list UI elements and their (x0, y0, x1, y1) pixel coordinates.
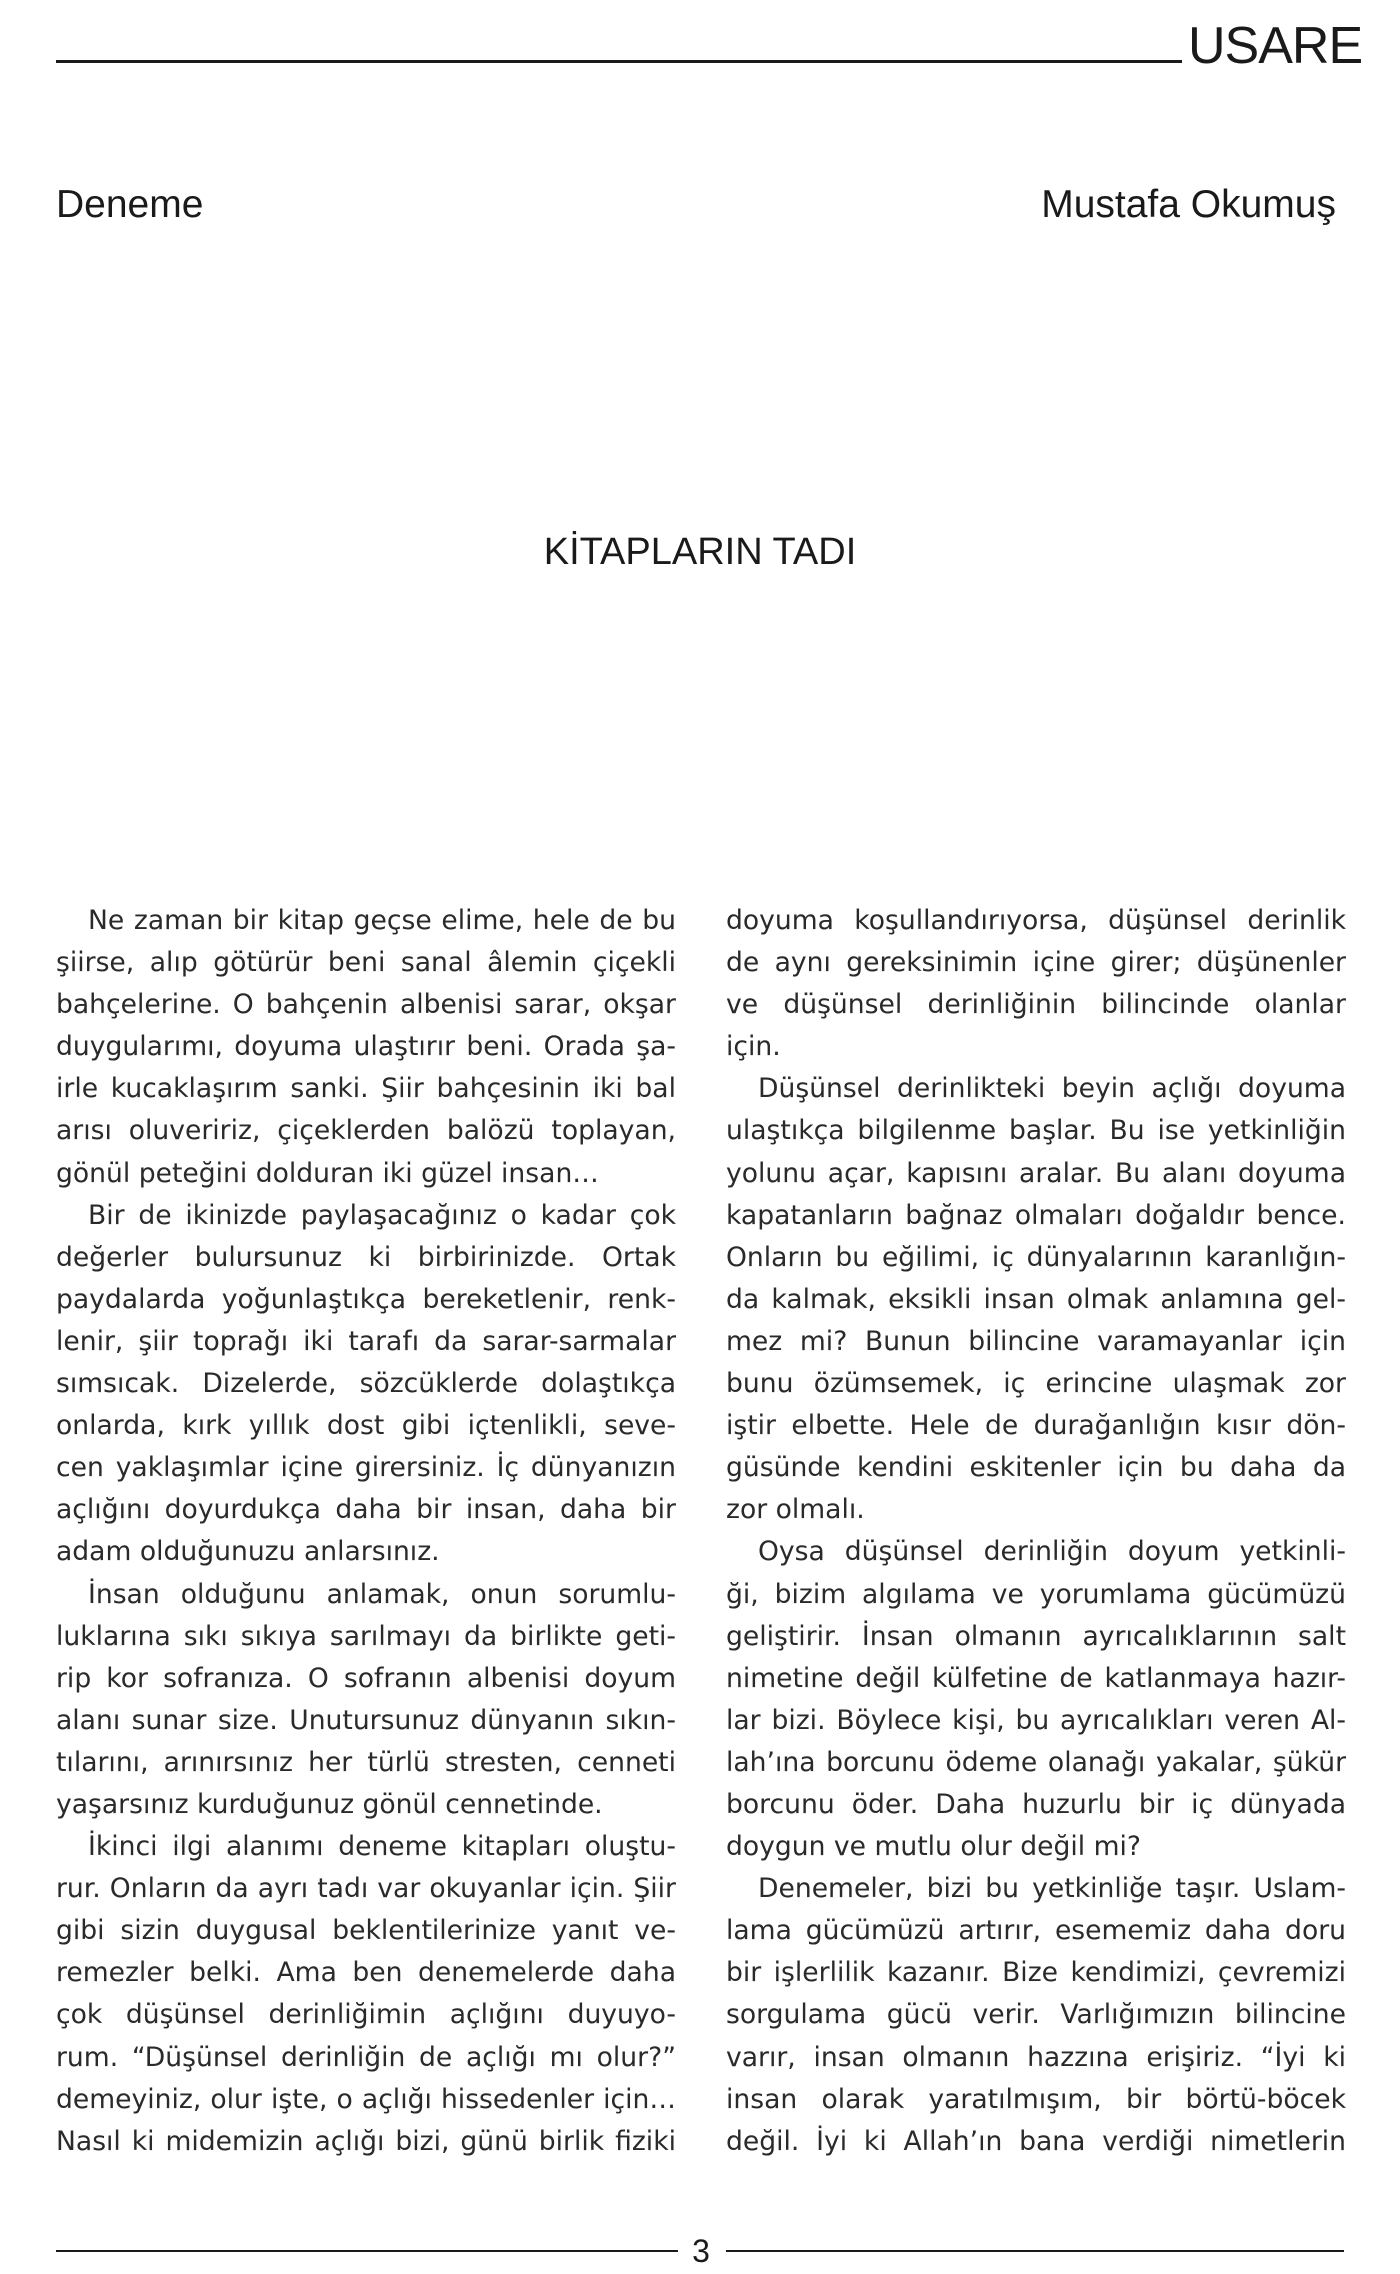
text-line: sorgulama gücü verir. Varlığımızın bilincine (726, 1999, 1346, 2031)
text-line: çok düşünsel derinliğimin açlığını duyuyo- (56, 1999, 676, 2031)
text-line: değil. İyi ki Allah’ın bana verdiği nimetlerin (726, 2125, 1346, 2157)
text-line: açlığını doyurdukça daha bir insan, daha bir (56, 1494, 676, 1526)
footer-rule-left (56, 2250, 678, 2252)
page-number: 3 (692, 2233, 710, 2269)
text-line: gönül peteğini dolduran iki güzel insan… (56, 1157, 599, 1189)
text-line: lar bizi. Böylece kişi, bu ayrıcalıkları veren Al- (726, 1704, 1346, 1736)
header-rule (56, 60, 1182, 63)
text-line: ulaştıkça bilgilenme başlar. Bu ise yetkinliğin (726, 1115, 1346, 1147)
text-line: rur. Onların da ayrı tadı var okuyanlar için. Şiir (56, 1873, 676, 1905)
author-name: Mustafa Okumuş (1041, 183, 1336, 226)
text-line: arısı oluveririz, çiçeklerden balözü toplayan, (56, 1115, 676, 1147)
text-line: Denemeler, bizi bu yetkinliğe taşır. Uslam- (758, 1873, 1346, 1905)
article-title: KİTAPLARIN TADI (543, 531, 857, 573)
text-line: gibi sizin duygusal beklentilerinize yanıt ve- (56, 1915, 676, 1947)
section-label: Deneme (56, 183, 204, 226)
text-line: Ne zaman bir kitap geçse elime, hele de bu (88, 905, 676, 936)
text-line: şiirse, alıp götürür beni sanal âlemin çiçekli (56, 947, 676, 979)
text-line: cen yaklaşımlar içine girersiniz. İç dünyanızın (56, 1452, 676, 1484)
text-line: borcunu öder. Daha huzurlu bir iç dünyada (726, 1788, 1346, 1820)
text-line: paydalarda yoğunlaştıkça bereketlenir, renk- (56, 1283, 676, 1315)
text-line: duygularımı, doyuma ulaştırır beni. Orada şa- (56, 1031, 676, 1063)
text-line: da kalmak, eksikli insan olmak anlamına gel- (726, 1283, 1346, 1315)
text-line: ği, bizim algılama ve yorumlama gücümüzü (726, 1578, 1346, 1610)
text-line: insan olarak yaratılmışım, bir börtü-böcek (726, 2083, 1346, 2115)
text-line: yolunu açar, kapısını aralar. Bu alanı doyuma (726, 1157, 1346, 1189)
article-right-column (726, 900, 1346, 2163)
text-line: güsünde kendini eskitenler için bu daha da (726, 1452, 1346, 1484)
text-line: Oysa düşünsel derinliğin doyum yetkinli- (758, 1536, 1346, 1568)
text-line: nimetine değil külfetine de katlanmaya hazır- (726, 1662, 1346, 1694)
text-line: alanı sunar size. Unutursunuz dünyanın sıkın- (56, 1704, 676, 1736)
text-line: demeyiniz, olur işte, o açlığı hissedenler için… (56, 2083, 676, 2115)
text-line: remezler belki. Ama ben denemelerde daha (56, 1957, 676, 1989)
text-line: için. (726, 1031, 781, 1063)
article-left-column (56, 900, 676, 2163)
text-line: yaşarsınız kurduğunuz gönül cennetinde. (56, 1788, 603, 1820)
text-line: mez mi? Bunun bilincine varamayanlar için (726, 1325, 1346, 1357)
text-line: Bir de ikinizde paylaşacağınız o kadar çok (88, 1199, 676, 1231)
magazine-name: USARE (1188, 17, 1363, 75)
text-line: İnsan olduğunu anlamak, onun sorumlu- (88, 1578, 676, 1610)
text-line: doygun ve mutlu olur değil mi? (726, 1831, 1142, 1863)
text-line: kapatanların bağnaz olmaları doğaldır bence. (726, 1199, 1346, 1231)
text-line: tılarını, arınırsınız her türlü stresten, cenneti (56, 1746, 676, 1778)
text-line: rum. “Düşünsel derinliğin de açlığı mı olur?” (56, 2041, 676, 2073)
text-line: bahçelerine. O bahçenin albenisi sarar, okşar (56, 989, 676, 1021)
text-line: iştir elbette. Hele de durağanlığın kısır dön- (726, 1410, 1346, 1442)
footer-rule-right (726, 2250, 1344, 2252)
text-line: varır, insan olmanın hazzına erişiriz. “İyi ki (726, 2041, 1346, 2073)
text-line: adam olduğunuzu anlarsınız. (56, 1536, 440, 1568)
text-line: bunu özümsemek, iç erincine ulaşmak zor (726, 1368, 1346, 1400)
text-line: lama gücümüzü artırır, esememiz daha doru (726, 1915, 1346, 1947)
text-line: Nasıl ki midemizin açlığı bizi, günü birlik fiziki (56, 2125, 676, 2157)
text-line: İkinci ilgi alanımı deneme kitapları oluştu- (88, 1831, 676, 1863)
text-line: geliştirir. İnsan olmanın ayrıcalıklarının salt (726, 1620, 1346, 1652)
text-line: zor olmalı. (726, 1494, 865, 1526)
text-line: doyuma koşullandırıyorsa, düşünsel derinlik (726, 905, 1346, 936)
text-line: lah’ına borcunu ödeme olanağı yakalar, şükür (726, 1746, 1346, 1778)
text-line: irle kucaklaşırım sanki. Şiir bahçesinin iki bal (56, 1073, 676, 1105)
text-line: Düşünsel derinlikteki beyin açlığı doyuma (758, 1073, 1346, 1105)
text-line: rip kor sofranıza. O sofranın albenisi doyum (56, 1662, 676, 1694)
text-line: Onların bu eğilimi, iç dünyalarının karanlığın- (726, 1241, 1346, 1273)
text-line: bir işlerlilik kazanır. Bize kendimizi, çevremizi (726, 1957, 1346, 1989)
text-line: ve düşünsel derinliğinin bilincinde olanlar (726, 989, 1346, 1021)
text-line: de aynı gereksinimin içine girer; düşünenler (726, 947, 1346, 979)
text-line: luklarına sıkı sıkıya sarılmayı da birlikte geti- (56, 1620, 676, 1652)
text-line: lenir, şiir toprağı iki tarafı da sarar-sarmalar (56, 1325, 676, 1357)
text-line: değerler bulursunuz ki birbirinizde. Ortak (56, 1241, 676, 1273)
text-line: sımsıcak. Dizelerde, sözcüklerde dolaştıkça (56, 1368, 676, 1400)
text-line: onlarda, kırk yıllık dost gibi içtenlikli, seve- (56, 1410, 676, 1442)
